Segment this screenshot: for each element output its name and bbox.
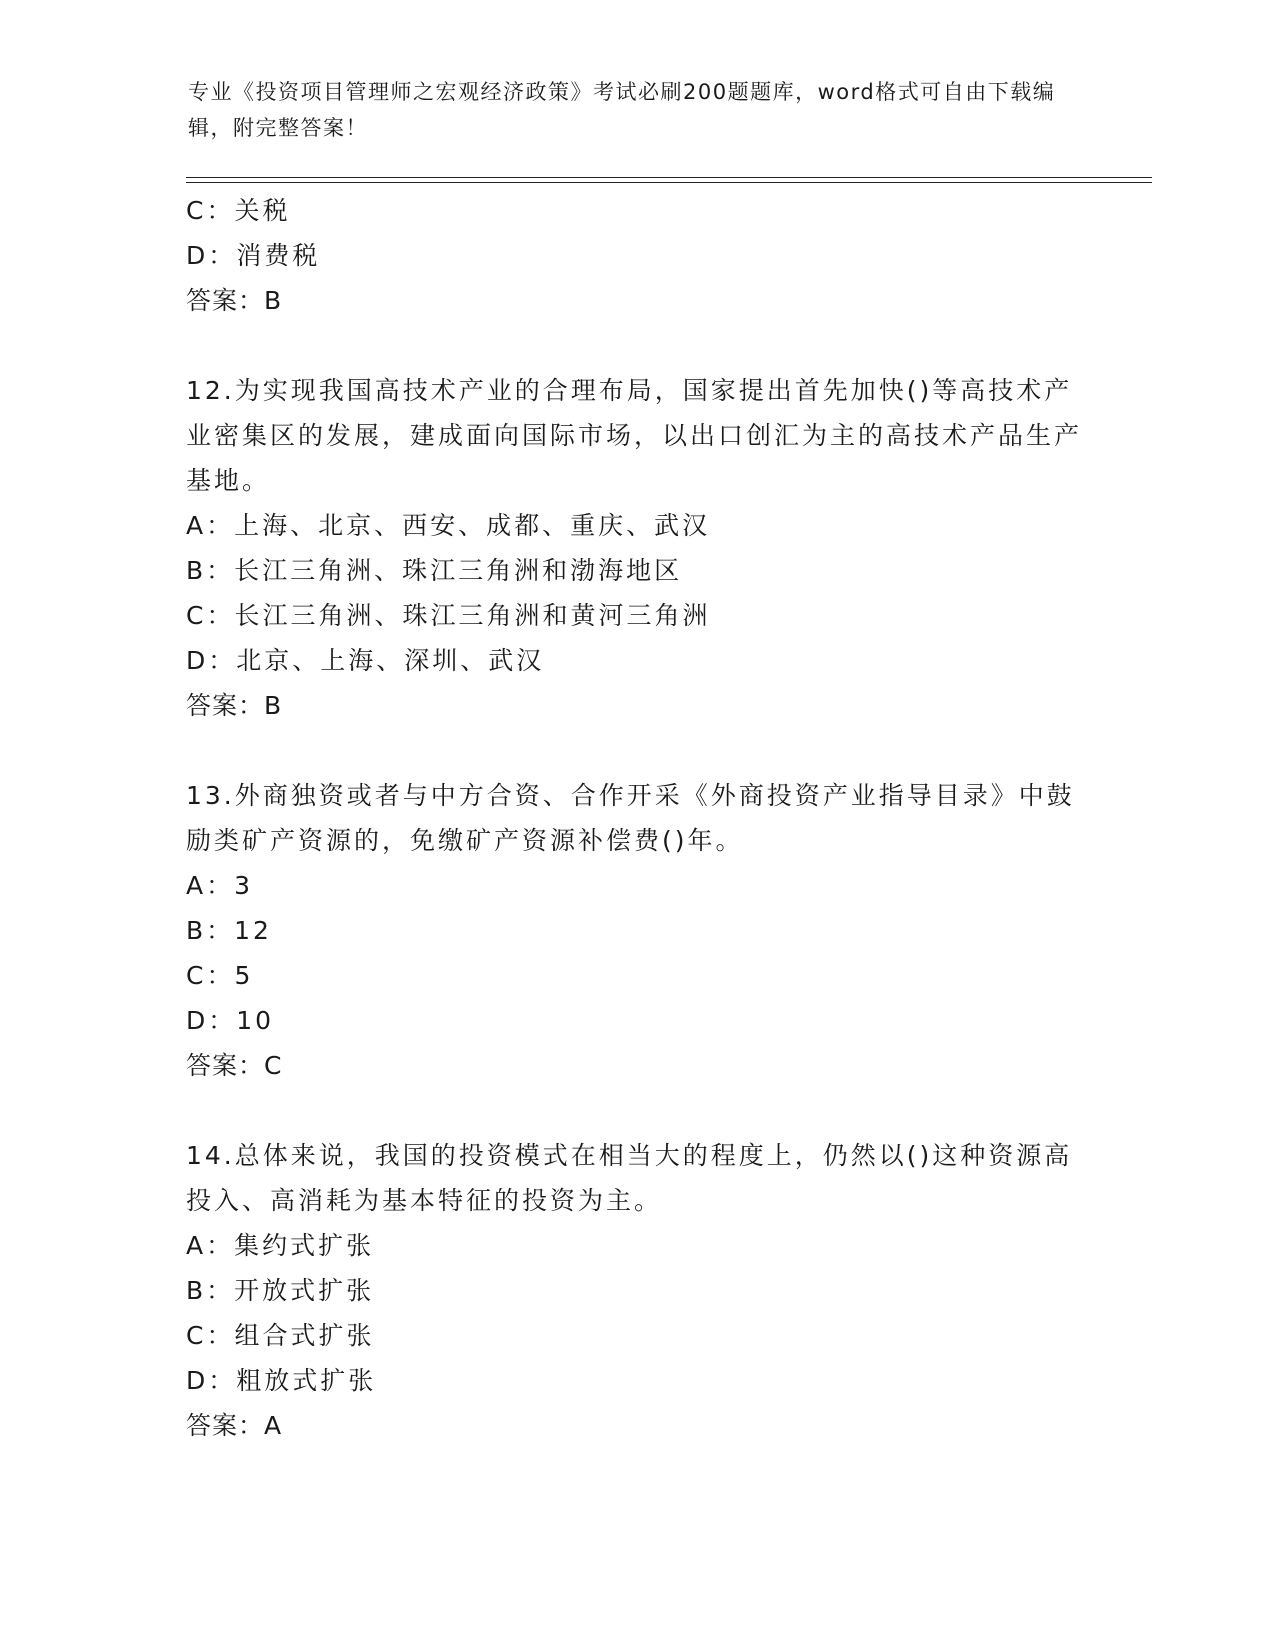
answer: 答案：B bbox=[186, 691, 283, 720]
question-text: 13.外商独资或者与中方合资、合作开采《外商投资产业指导目录》中鼓励类矿产资源的，免缴矿产资源补偿费()年。 bbox=[186, 781, 1075, 855]
option-d: D：粗放式扩张 bbox=[186, 1366, 377, 1395]
header-divider-top bbox=[186, 177, 1152, 178]
option-d: D：10 bbox=[186, 1006, 275, 1035]
question-text: 14.总体来说，我国的投资模式在相当大的程度上，仍然以()这种资源高投入、高消耗为基本特征的投资为主。 bbox=[186, 1141, 1073, 1215]
option-a: A：上海、北京、西安、成都、重庆、武汉 bbox=[186, 511, 711, 540]
question-list bbox=[186, 188, 1106, 1448]
option-b: B：开放式扩张 bbox=[186, 1276, 375, 1305]
question-text: 12.为实现我国高技术产业的合理布局，国家提出首先加快()等高技术产业密集区的发展，建成面向国际市场，以出口创汇为主的高技术产品生产基地。 bbox=[186, 376, 1083, 495]
answer: 答案：A bbox=[186, 1411, 283, 1440]
option-a: A：集约式扩张 bbox=[186, 1231, 375, 1260]
option-a: A：3 bbox=[186, 871, 254, 900]
question-12 bbox=[186, 368, 1106, 728]
answer: 答案：C bbox=[186, 1051, 283, 1080]
option-d: D：北京、上海、深圳、武汉 bbox=[186, 646, 545, 675]
option-b: B：12 bbox=[186, 916, 272, 945]
option-d: D：消费税 bbox=[186, 241, 321, 270]
option-c: C：长江三角洲、珠江三角洲和黄河三角洲 bbox=[186, 601, 711, 630]
question-13 bbox=[186, 773, 1106, 1088]
document-header: 专业《投资项目管理师之宏观经济政策》考试必刷200题题库，word格式可自由下载编辑，附完整答案！ bbox=[188, 80, 1056, 140]
option-c: C：关税 bbox=[186, 196, 291, 225]
header-divider-bottom bbox=[186, 182, 1152, 183]
option-c: C：组合式扩张 bbox=[186, 1321, 375, 1350]
option-b: B：长江三角洲、珠江三角洲和渤海地区 bbox=[186, 556, 683, 585]
answer: 答案：B bbox=[186, 286, 283, 315]
question-14 bbox=[186, 1133, 1106, 1448]
question-11-tail bbox=[186, 188, 1106, 323]
option-c: C：5 bbox=[186, 961, 254, 990]
